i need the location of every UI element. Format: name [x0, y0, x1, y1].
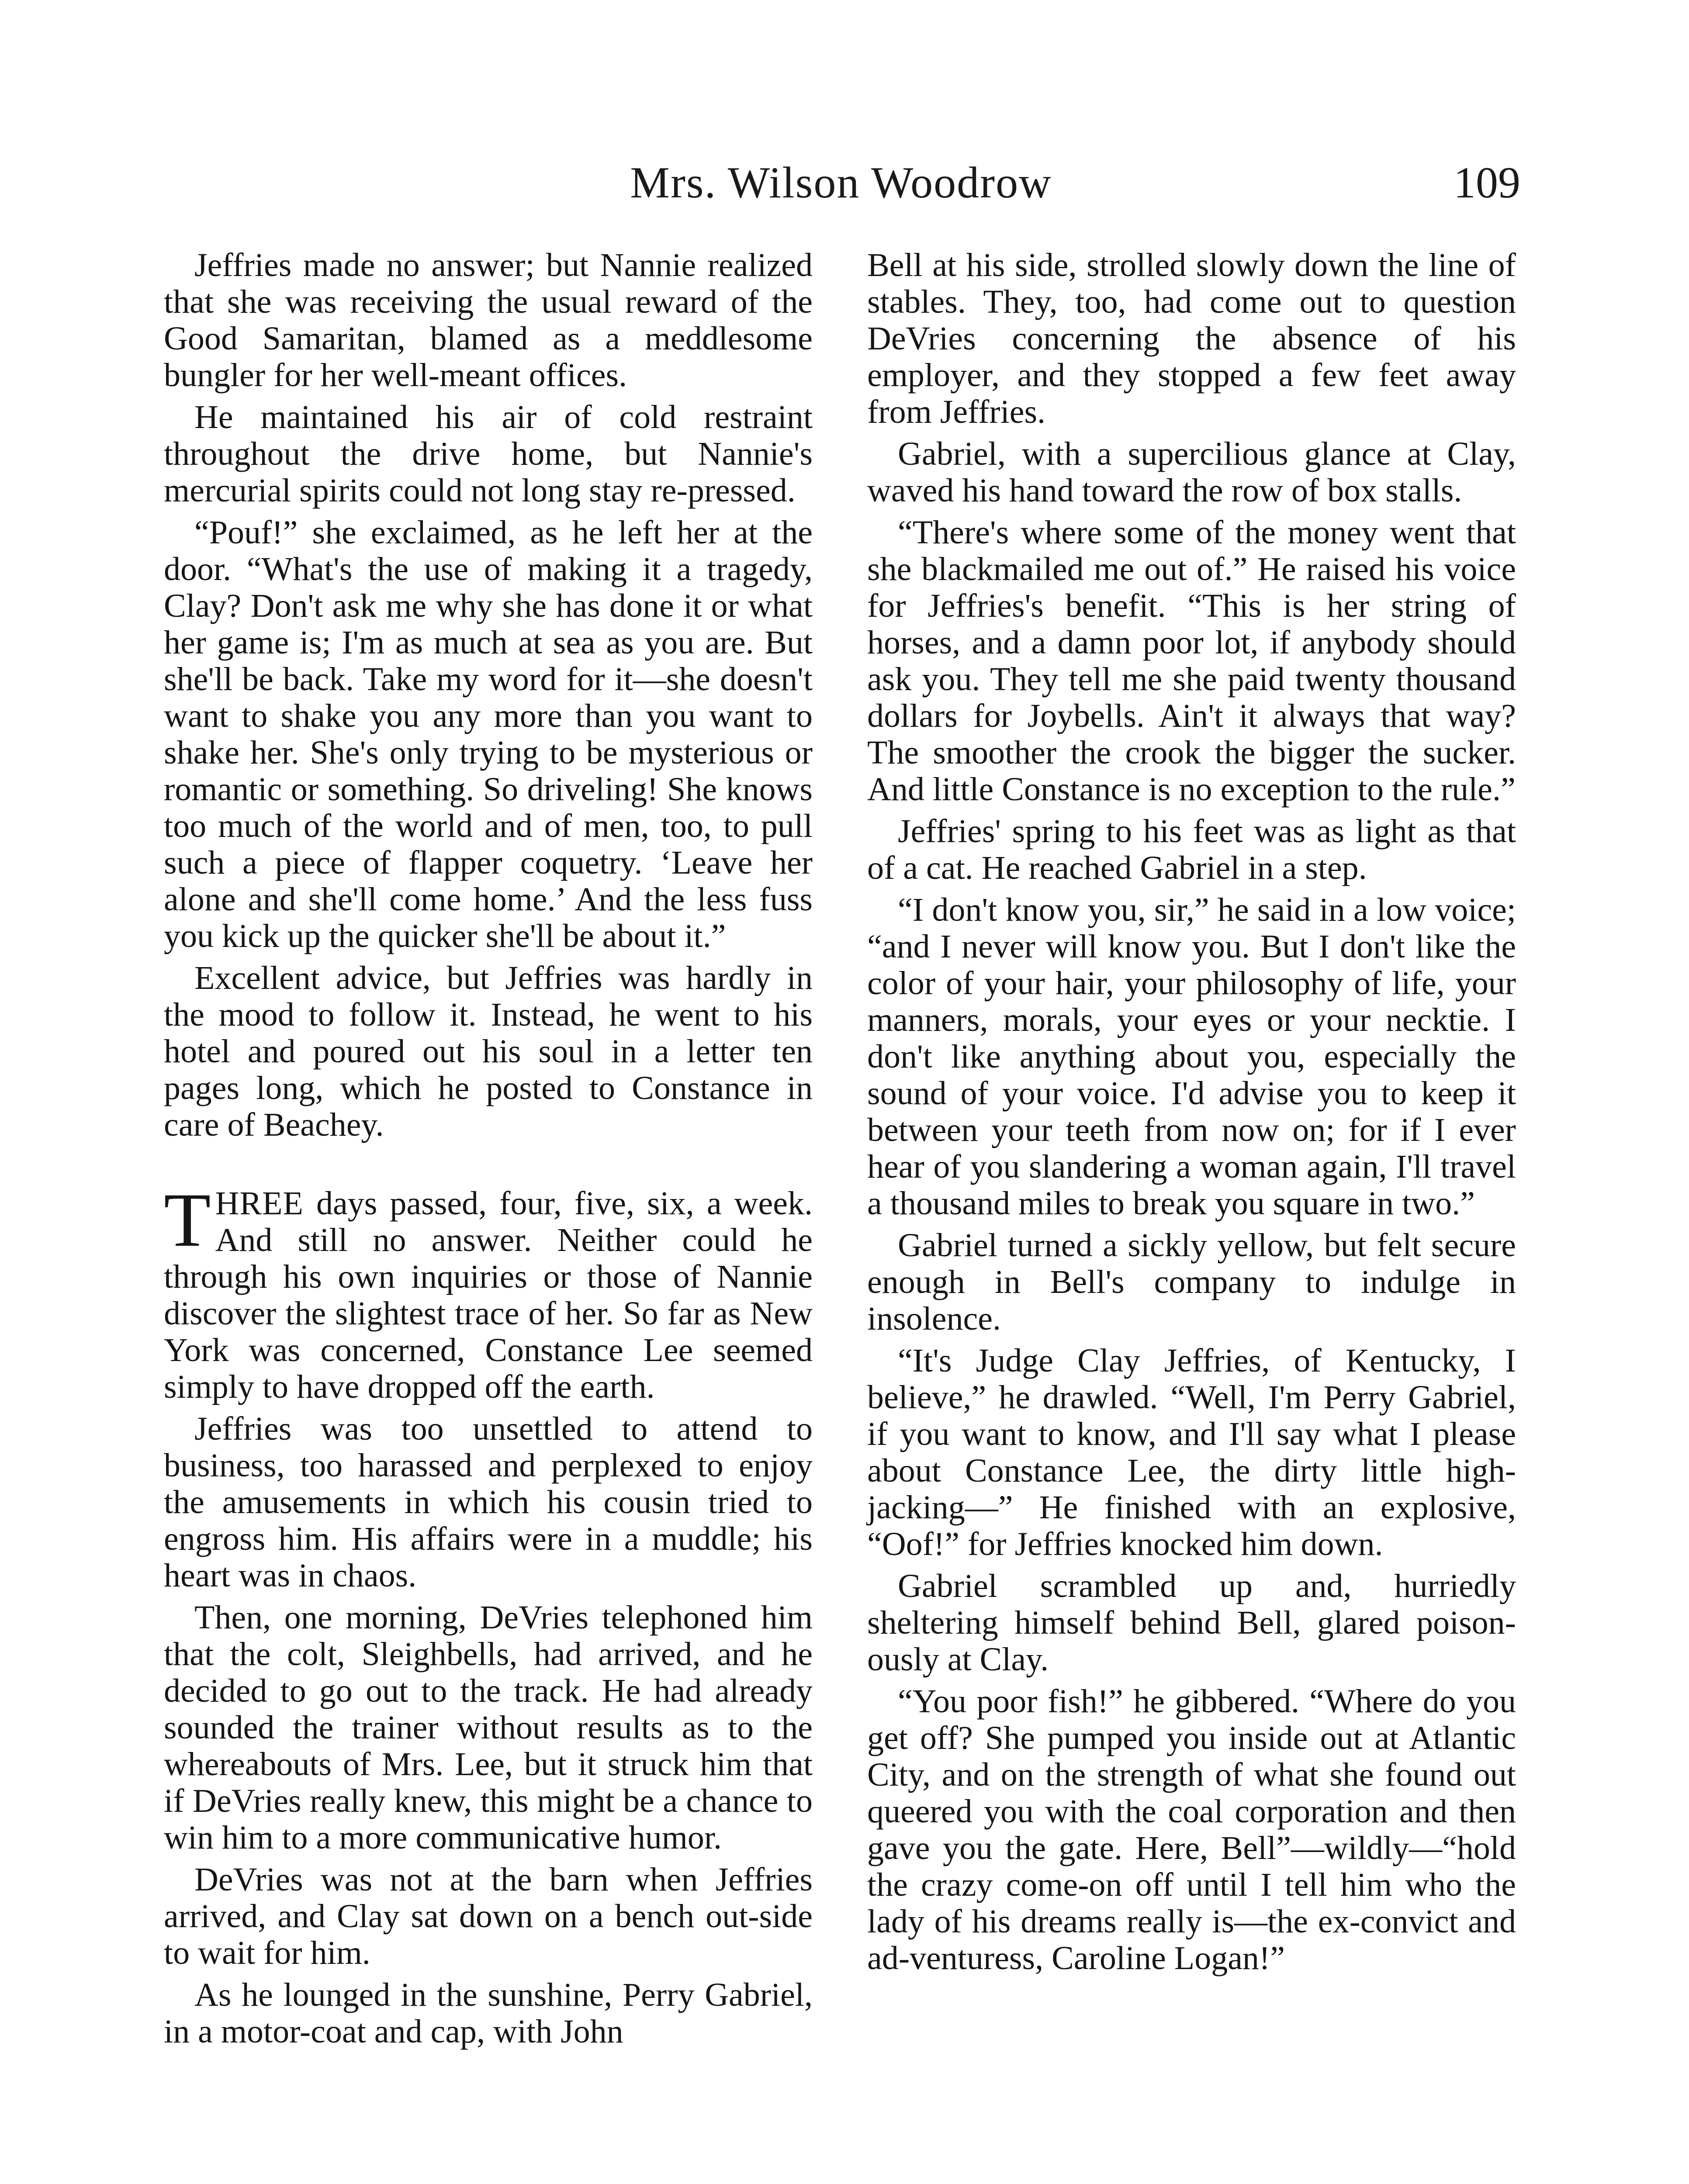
paragraph: Excellent advice, but Jeffries was hardly in the mood to follow it. Instead, he went to his hotel and poured out his soul in a letter ten pages long, which he posted to Constance in care of Beachey. [164, 960, 813, 1143]
small-caps-lead: HREE [215, 1185, 304, 1222]
paragraph: Jeffries' spring to his feet was as light as that of a cat. He reached Gabriel in a step. [867, 813, 1516, 886]
paragraph: Gabriel, with a supercilious glance at Clay, waved his hand toward the row of box stalls. [867, 435, 1516, 509]
paragraph: Jeffries was too unsettled to attend to business, too harassed and perplexed to enjoy the amusements in which his cousin tried to engross him. His affairs were in a muddle; his heart was in chaos. [164, 1410, 813, 1594]
left-column [164, 247, 813, 2055]
paragraph: Then, one morning, DeVries telephoned him that the colt, Sleighbells, had arrived, and he decided to go out to the track. He had already sounded the trainer without results as to the whereabouts of Mrs. Lee, but it struck him that if DeVries really knew, this might be a chance to win him to a more communicative humor. [164, 1599, 813, 1856]
paragraph: “I don't know you, sir,” he said in a low voice; “and I never will know you. But I don't like the color of your hair, your philosophy of life, your manners, morals, your eyes or your necktie. I don't like anything about you, especially the sound of your voice. I'd advise you to keep it between your teeth from now on; for if I ever hear of you slandering a woman again, I'll travel a thousand miles to break you square in two.” [867, 892, 1516, 1222]
section-opening-paragraph [164, 1178, 813, 1405]
paragraph: “You poor fish!” he gibbered. “Where do you get off? She pumped you inside out at Atlantic City, and on the strength of what she found out queered you with the coal corporation and then gave you the gate. Here, Bell”—wildly—“hold the crazy come-on off until I tell him who the lady of his dreams really is—the ex-convict and ad-venturess, Caroline Logan!” [867, 1683, 1516, 1977]
page-number: 109 [1454, 158, 1520, 207]
running-title: Mrs. Wilson Woodrow [630, 158, 1052, 207]
page-header [162, 157, 1520, 218]
paragraph: Bell at his side, strolled slowly down the line of stables. They, too, had come out to question DeVries concerning the absence of his employer, and they stopped a few feet away from Jeffries. [867, 247, 1516, 430]
paragraph: Gabriel turned a sickly yellow, but felt secure enough in Bell's company to indulge in insolence. [867, 1227, 1516, 1337]
paragraph: He maintained his air of cold restraint throughout the drive home, but Nannie's mercurial spirits could not long stay re-pressed. [164, 399, 813, 509]
paragraph: Gabriel scrambled up and, hurriedly sheltering himself behind Bell, glared poison-ously at Clay. [867, 1568, 1516, 1678]
drop-cap: T [164, 1178, 211, 1263]
paragraph: DeVries was not at the barn when Jeffries arrived, and Clay sat down on a bench out-side to wait for him. [164, 1861, 813, 1971]
paragraph: As he lounged in the sunshine, Perry Gabriel, in a motor-coat and cap, with John [164, 1977, 813, 2050]
paragraph-text: days passed, four, five, six, a week. And still no answer. Neither could he through his own inquiries or those of Nannie discover the slightest trace of her. So far as New York was concerned, Constance Lee seemed simply to have dropped off the earth. [164, 1185, 813, 1405]
right-column [867, 247, 1516, 1982]
paragraph: “There's where some of the money went that she blackmailed me out of.” He raised his voice for Jeffries's benefit. “This is her string of horses, and a damn poor lot, if anybody should ask you. They tell me she paid twenty thousand dollars for Joybells. Ain't it always that way? The smoother the crook the bigger the sucker. And little Constance is no exception to the rule.” [867, 514, 1516, 808]
paragraph: “Pouf!” she exclaimed, as he left her at the door. “What's the use of making it a tragedy, Clay? Don't ask me why she has done it or what her game is; I'm as much at sea as you are. But she'll be back. Take my word for it—she doesn't want to shake you any more than you want to shake her. She's only trying to be mysterious or romantic or something. So driveling! She knows too much of the world and of men, too, to pull such a piece of flapper coquetry. ‘Leave her alone and she'll come home.’ And the less fuss you kick up the quicker she'll be about it.” [164, 514, 813, 954]
paragraph: “It's Judge Clay Jeffries, of Kentucky, I believe,” he drawled. “Well, I'm Perry Gabriel, if you want to know, and I'll say what I please about Constance Lee, the dirty little high-jacking—” He finished with an explosive, “Oof!” for Jeffries knocked him down. [867, 1342, 1516, 1562]
paragraph: Jeffries made no answer; but Nannie realized that she was receiving the usual reward of the Good Samaritan, blamed as a meddlesome bungler for her well-meant offices. [164, 247, 813, 394]
